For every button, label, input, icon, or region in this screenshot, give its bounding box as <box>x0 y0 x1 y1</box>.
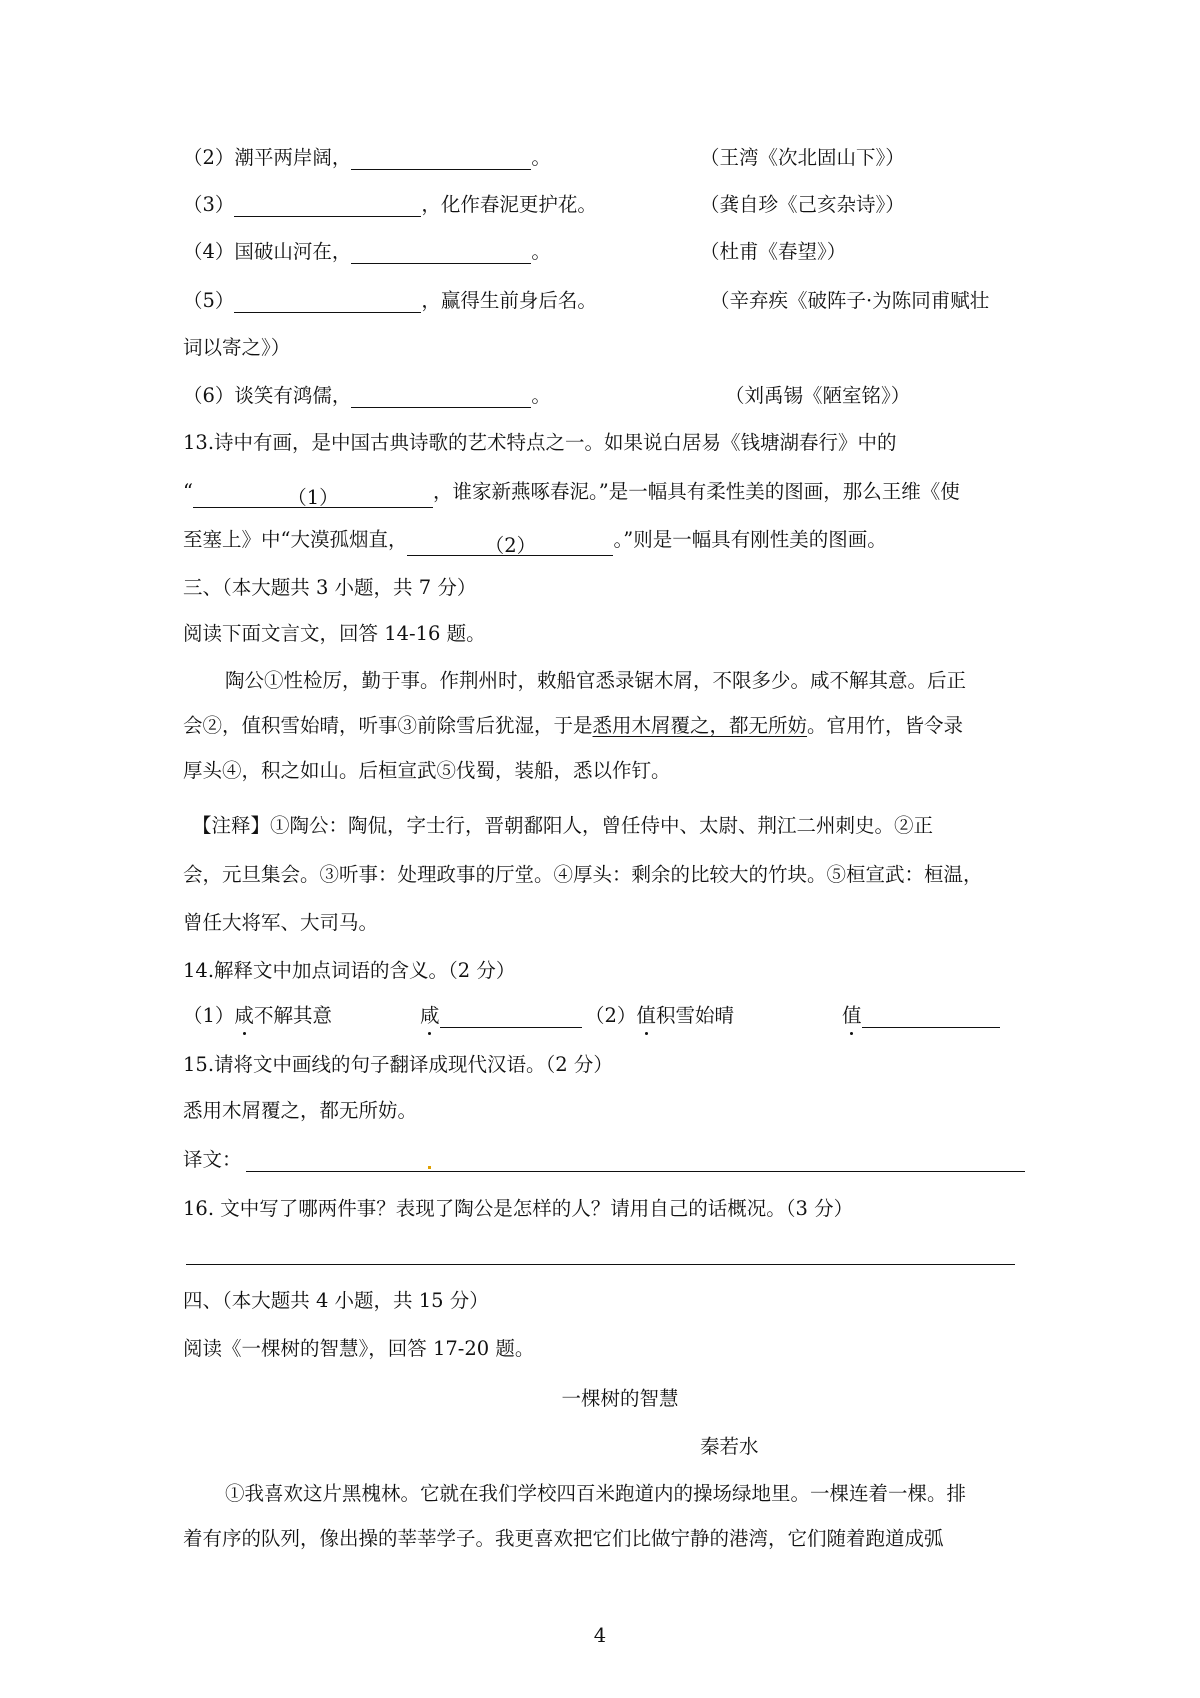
notes-line2: 会，元旦集会。③听事：处理政事的厅堂。④厚头：剩余的比较大的竹块。⑤桓宣武：桓温， <box>183 863 983 886</box>
poem-q6 <box>183 383 551 409</box>
q14-item1-pre: （1） <box>183 1004 235 1027</box>
q14-answer1-blank[interactable] <box>440 1005 582 1028</box>
poem-q2-source: （王湾《次北固山下》） <box>700 146 905 169</box>
poem-q5-source: （辛弃疾《破阵子·为陈同甫赋壮 <box>710 289 990 312</box>
poem-q5-suffix: ，赢得生前身后名。 <box>421 289 597 312</box>
q15-answer-line[interactable] <box>246 1171 1025 1172</box>
q14-item2-dotted-word: 值 <box>636 1004 656 1027</box>
poem-q6-prefix: （6）谈笑有鸿儒， <box>183 384 352 407</box>
q13-blank-2-label: （2） <box>484 534 537 557</box>
poem-q4-prefix: （4）国破山河在， <box>183 240 352 263</box>
poem-q4 <box>183 239 551 265</box>
q15-answer-label: 译文： <box>183 1148 242 1171</box>
poem-q3-suffix: ，化作春泥更护花。 <box>421 193 597 216</box>
poem-q3-blank[interactable] <box>234 194 421 217</box>
q14-answer2-blank[interactable] <box>862 1005 1000 1028</box>
poem-q6-suffix: 。 <box>531 384 551 407</box>
article-p1-line2: 着有序的队列，像出操的莘莘学子。我更喜欢把它们比做宁静的港湾，它们随着跑道成弧 <box>183 1527 944 1550</box>
poem-q2 <box>183 145 551 171</box>
q14-answer2 <box>842 1003 1000 1029</box>
q14-item1-dotted-word: 咸 <box>234 1004 254 1027</box>
q14-item1-post: 不解其意 <box>253 1004 332 1027</box>
q14-item2-pre: （2） <box>585 1004 637 1027</box>
poem-q4-source: （杜甫《春望》） <box>700 240 847 263</box>
q13-line3-rest: 。”则是一幅具有刚性美的图画。 <box>613 528 887 551</box>
q13-blank-2[interactable] <box>407 533 613 556</box>
poem-q2-suffix: 。 <box>531 146 551 169</box>
article-title: 一棵树的智慧 <box>561 1387 679 1410</box>
poem-q5-source-cont: 词以寄之》） <box>183 336 291 359</box>
poem-q5 <box>183 288 597 314</box>
q15-answer <box>183 1147 242 1173</box>
q13-line1: 13.诗中有画，是中国古典诗歌的艺术特点之一。如果说白居易《钱塘湖春行》中的 <box>183 431 897 454</box>
passage-line2-start: 会②，值积雪始晴，听事③前除雪后犹湿，于是 <box>183 714 593 737</box>
poem-q3 <box>183 192 597 218</box>
poem-q4-suffix: 。 <box>531 240 551 263</box>
q14-stem: 14.解释文中加点词语的含义。（2 分） <box>183 959 516 982</box>
section4-heading: 四、（本大题共 4 小题，共 15 分） <box>183 1289 489 1312</box>
q13-blank-1[interactable] <box>193 485 433 508</box>
q13-open-quote: “ <box>183 480 193 503</box>
article-author: 秦若水 <box>700 1435 759 1458</box>
q14-answer2-label: 值 <box>842 1004 862 1027</box>
q14-answer1 <box>420 1003 582 1029</box>
poem-q4-blank[interactable] <box>351 241 531 264</box>
q16-stem: 16. 文中写了哪两件事？表现了陶公是怎样的人？请用自己的话概况。（3 分） <box>183 1197 854 1220</box>
notes-line1: 【注释】①陶公：陶侃，字士行，晋朝鄱阳人，曾任侍中、太尉、荆江二州刺史。②正 <box>192 814 934 837</box>
q15-sentence: 悉用木屑覆之，都无所妨。 <box>183 1099 418 1122</box>
poem-q3-source: （龚自珍《己亥杂诗》） <box>700 193 905 216</box>
q16-answer-line[interactable] <box>186 1264 1015 1265</box>
poem-q2-prefix: （2）潮平两岸阔， <box>183 146 352 169</box>
poem-q6-source: （刘禹锡《陋室铭》） <box>725 384 911 407</box>
passage-line2-end: 。官用竹，皆令录 <box>807 714 964 737</box>
q14-answer1-label: 咸 <box>420 1004 440 1027</box>
q13-line2-rest: ，谁家新燕啄春泥。”是一幅具有柔性美的图画，那么王维《使 <box>432 480 960 503</box>
poem-q6-blank[interactable] <box>351 385 531 408</box>
notes-line3: 曾任大将军、大司马。 <box>183 911 379 934</box>
passage-underlined-sentence: 悉用木屑覆之，都无所妨 <box>592 714 808 737</box>
passage-line3: 厚头④，积之如山。后桓宣武⑤伐蜀，装船，悉以作钉。 <box>183 759 671 782</box>
section4-intro: 阅读《一棵树的智慧》，回答 17-20 题。 <box>183 1337 535 1360</box>
passage-line2 <box>183 713 963 739</box>
passage-line1: 陶公①性检厉，勤于事。作荆州时，敕船官悉录锯木屑，不限多少。咸不解其意。后正 <box>225 669 967 692</box>
q13-line3 <box>183 527 887 556</box>
poem-q2-blank[interactable] <box>351 147 531 170</box>
stray-mark <box>428 1166 431 1169</box>
article-p1-line1: ①我喜欢这片黑槐林。它就在我们学校四百米跑道内的操场绿地里。一棵连着一棵。排 <box>225 1482 967 1505</box>
q15-stem: 15.请将文中画线的句子翻译成现代汉语。（2 分） <box>183 1053 613 1076</box>
q14-item2-post: 积雪始晴 <box>655 1004 734 1027</box>
poem-q5-prefix: （5） <box>183 289 235 312</box>
q14-item2 <box>585 1003 734 1029</box>
poem-q5-blank[interactable] <box>234 290 421 313</box>
poem-q3-prefix: （3） <box>183 193 235 216</box>
page-number: 4 <box>593 1624 607 1647</box>
section3-heading: 三、（本大题共 3 小题，共 7 分） <box>183 576 477 599</box>
q13-line3-start: 至塞上》中“大漠孤烟直， <box>183 528 408 551</box>
q14-item1 <box>183 1003 332 1029</box>
q13-line2 <box>183 479 960 508</box>
section3-intro: 阅读下面文言文，回答 14-16 题。 <box>183 622 486 645</box>
q13-blank-1-label: （1） <box>287 486 339 509</box>
